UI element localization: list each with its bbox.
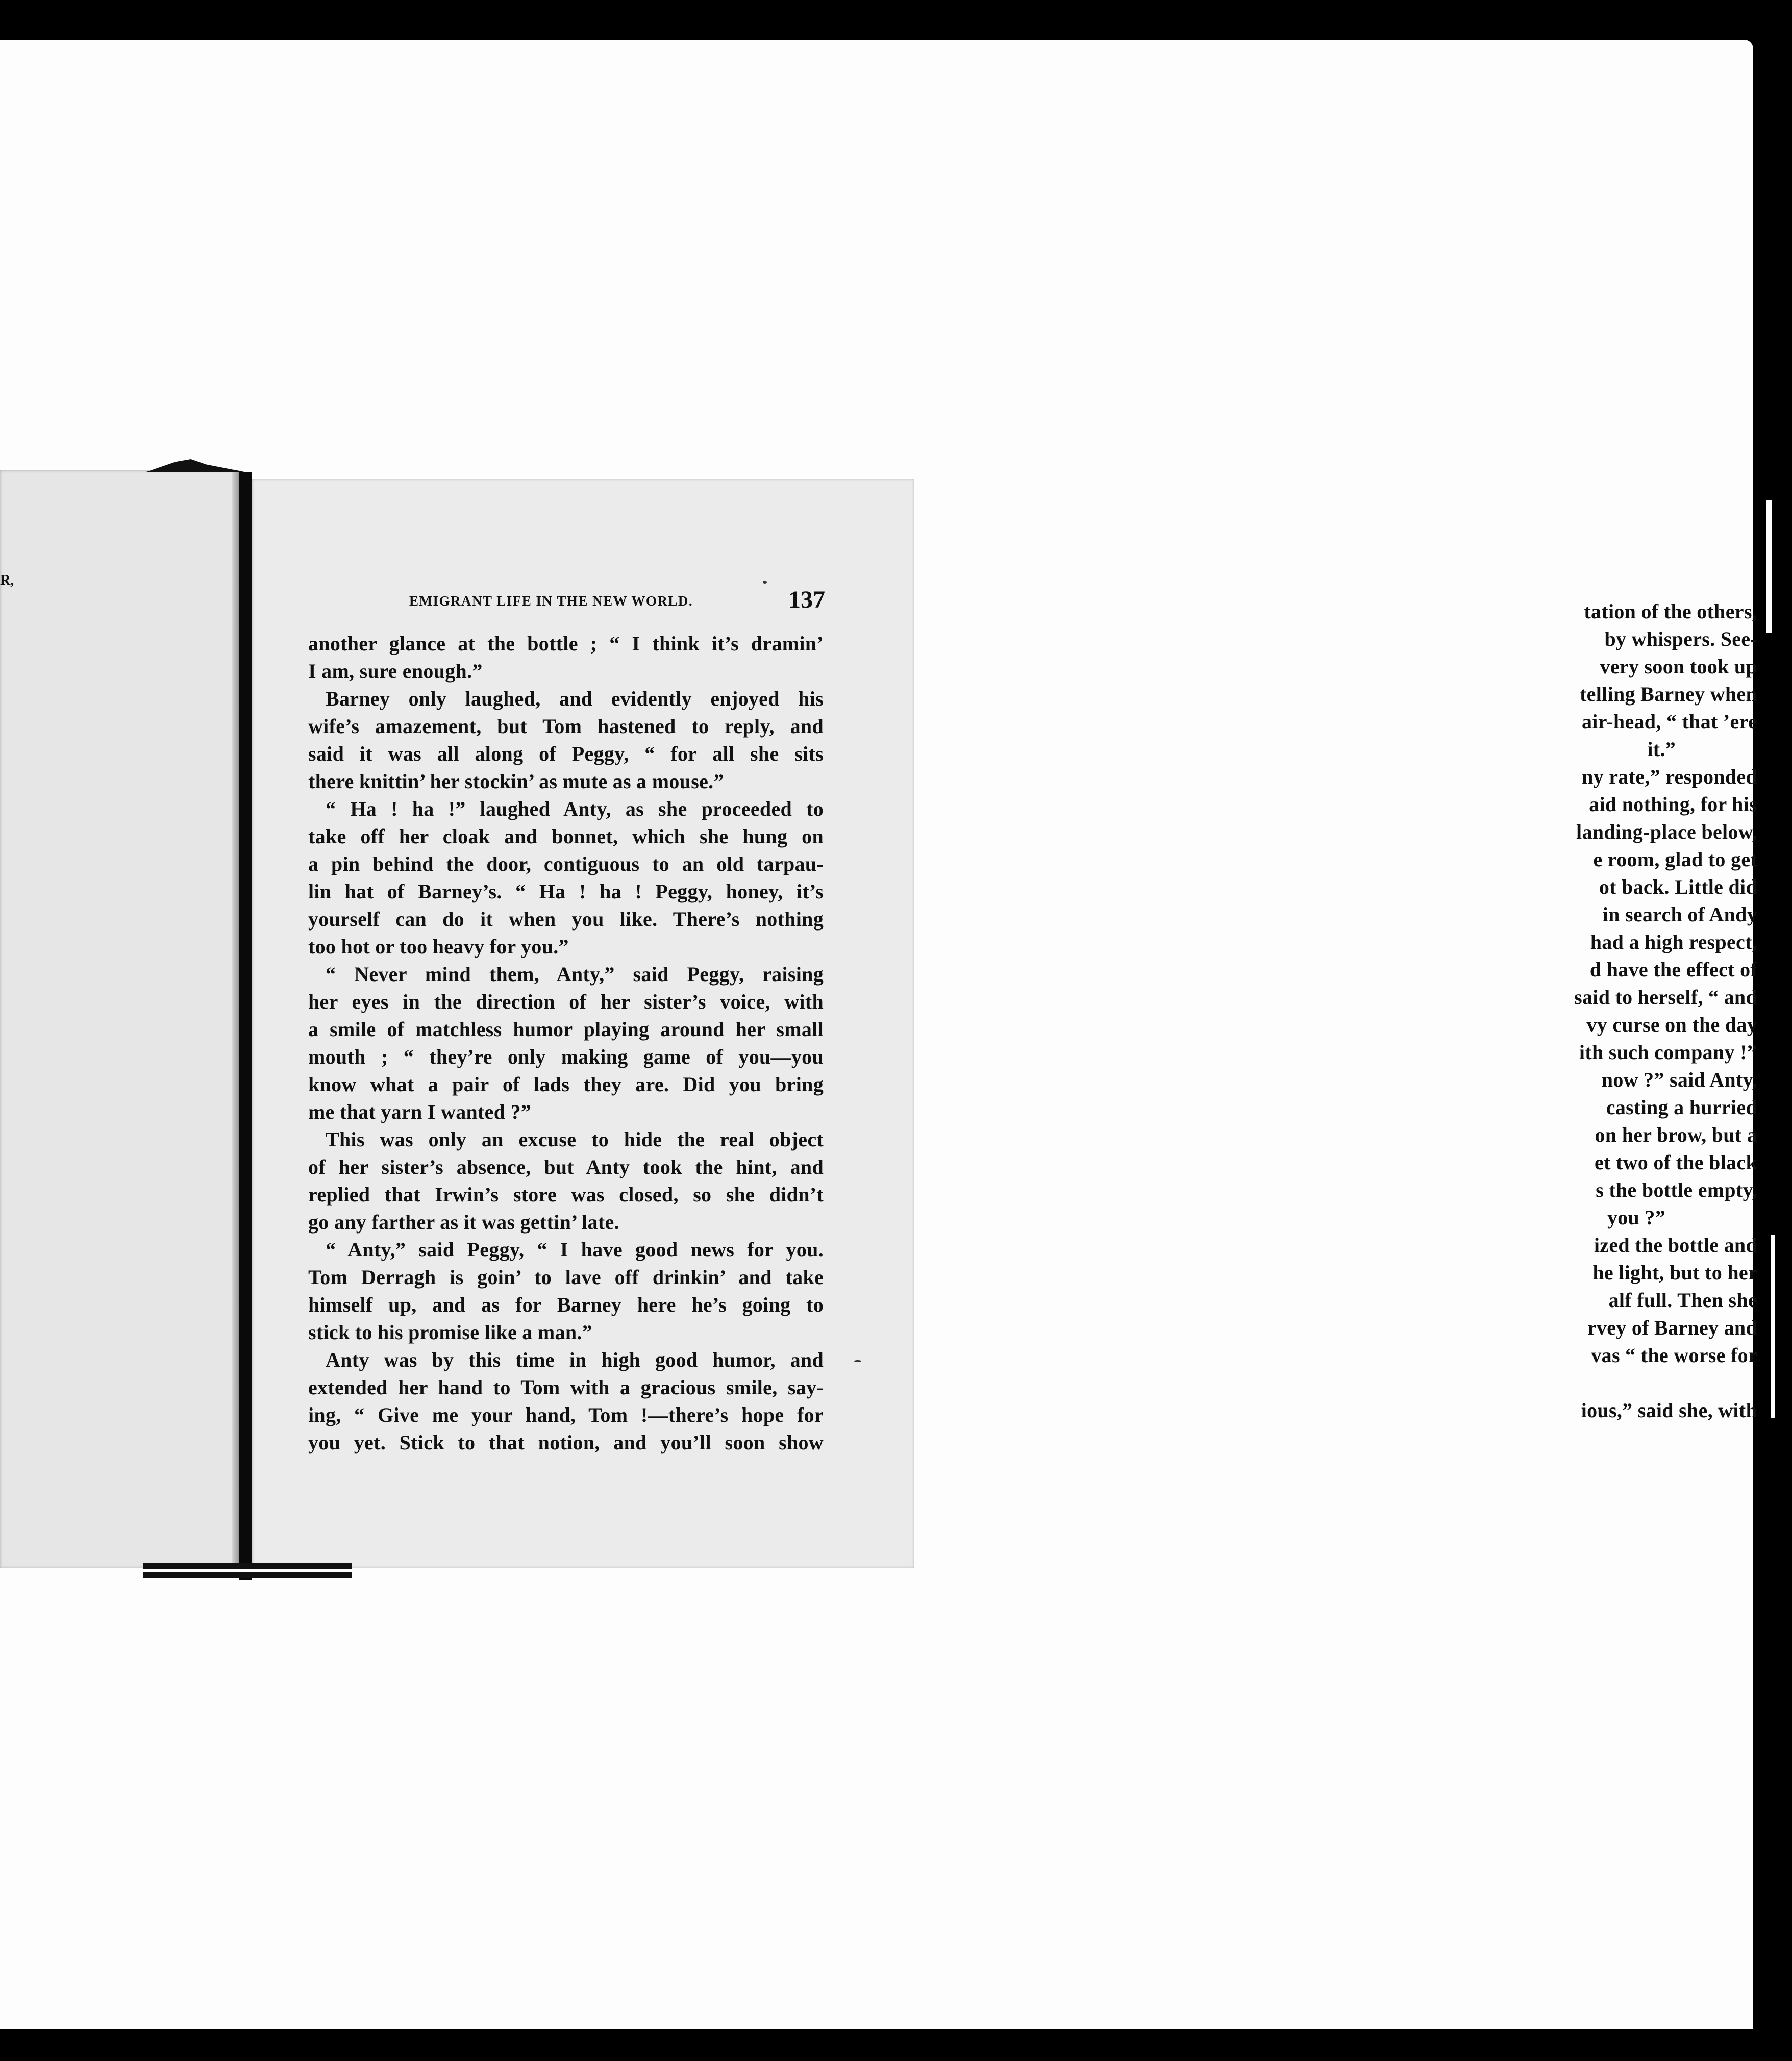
text-line: extended her hand to Tom with a gracious smile, say- <box>308 1376 824 1399</box>
text-line: Tom Derragh is goin’ to lave off drinkin’ and take <box>308 1266 824 1289</box>
text-line: mouth ; “ they’re only making game of you—you <box>308 1045 824 1068</box>
edge-scratch <box>1771 1235 1775 1418</box>
text-line: telling Barney when <box>1580 683 1757 706</box>
text-line: e room, glad to get <box>1593 848 1757 871</box>
text-line: a smile of matchless humor playing around her small <box>308 1018 824 1041</box>
text-line: ing, “ Give me your hand, Tom !—there’s hope for <box>308 1403 824 1426</box>
text-line: yourself can do it when you like. There’s nothing <box>308 908 824 931</box>
text-line: air-head, “ that ’ere <box>1582 710 1757 733</box>
text-line: et two of the black <box>1595 1151 1757 1174</box>
text-line: on her brow, but a <box>1595 1123 1757 1146</box>
dust-speck <box>854 1360 861 1362</box>
text-line: vy curse on the day <box>1586 1013 1757 1036</box>
text-line: rvey of Barney and <box>1587 1316 1757 1339</box>
text-line: casting a hurried <box>1606 1096 1757 1119</box>
text-line: go any farther as it was gettin’ late. <box>308 1211 619 1234</box>
running-head: EMIGRANT LIFE IN THE NEW WORLD. <box>409 593 693 609</box>
text-line: had a high respect, <box>1590 931 1757 953</box>
book-gutter <box>239 472 252 1580</box>
text-line: you ?” <box>1607 1206 1665 1229</box>
text-line: me that yarn I wanted ?” <box>308 1100 532 1123</box>
text-line <box>1543 1369 1757 1397</box>
text-line: This was only an excuse to hide the real object <box>326 1128 824 1151</box>
text-line: lin hat of Barney’s. “ Ha ! ha ! Peggy, honey, it’s <box>308 880 824 903</box>
text-line: it.” <box>1647 738 1676 761</box>
edge-scratch <box>1766 500 1772 633</box>
text-line: stick to his promise like a man.” <box>308 1321 592 1344</box>
left-page <box>0 470 239 1568</box>
text-line: I am, sure enough.” <box>308 660 483 683</box>
text-line: know what a pair of lads they are. Did you bring <box>308 1073 824 1096</box>
text-line: ious,” said she, with <box>1581 1399 1757 1422</box>
text-line: Anty was by this time in high good humor, and <box>326 1348 824 1371</box>
text-line: you yet. Stick to that notion, and you’ll soon show <box>308 1431 824 1454</box>
text-line: another glance at the bottle ; “ I think it’s dramin’ <box>308 632 824 655</box>
bottom-binding <box>143 1563 352 1578</box>
text-line: in search of Andy <box>1602 903 1757 926</box>
text-line: ized the bottle and <box>1594 1234 1757 1256</box>
text-line: replied that Irwin’s store was closed, so she didn’t <box>308 1183 824 1206</box>
text-line: too hot or too heavy for you.” <box>308 935 569 958</box>
text-line: of her sister’s absence, but Anty took the hint, and <box>308 1155 824 1178</box>
text-line: “ Never mind them, Anty,” said Peggy, raising <box>326 963 824 986</box>
scan-border-right <box>1753 0 1792 2061</box>
text-line: take off her cloak and bonnet, which she hung on <box>308 825 824 848</box>
text-line: very soon took up <box>1600 655 1757 678</box>
text-line: said to herself, “ and <box>1574 986 1757 1009</box>
text-line: “ Anty,” said Peggy, “ I have good news for you. <box>326 1238 824 1261</box>
text-line: wife’s amazement, but Tom hastened to reply, and <box>308 715 824 738</box>
text-line: alf full. Then she <box>1608 1289 1757 1312</box>
text-line: tation of the others, <box>1584 600 1757 623</box>
text-line: Barney only laughed, and evidently enjoyed his <box>326 687 824 710</box>
right-page-text <box>308 630 824 1456</box>
text-line: ny rate,” responded <box>1582 765 1757 788</box>
text-line: landing-place below, <box>1576 820 1757 843</box>
text-line: s the bottle empty, <box>1596 1178 1757 1201</box>
text-line: he light, but to her <box>1592 1261 1757 1284</box>
text-line: aid nothing, for his <box>1589 793 1757 816</box>
text-line: there knittin’ her stockin’ as mute as a mouse.” <box>308 770 724 793</box>
text-line: by whispers. See- <box>1604 627 1757 650</box>
text-line: vas “ the worse for <box>1591 1344 1757 1367</box>
text-line: “ Ha ! ha !” laughed Anty, as she proceeded to <box>326 797 824 820</box>
page-number: 137 <box>788 586 825 613</box>
text-line: her eyes in the direction of her sister’s voice, with <box>308 990 824 1013</box>
text-line: said it was all along of Peggy, “ for all she sits <box>308 742 824 765</box>
text-line: himself up, and as for Barney here he’s going to <box>308 1293 824 1316</box>
gutter-shadow <box>232 472 239 1574</box>
text-line: ot back. Little did <box>1599 875 1757 898</box>
text-line: now ?” said Anty, <box>1601 1068 1757 1091</box>
text-line: d have the effect of <box>1589 958 1757 981</box>
dust-speck <box>763 581 767 584</box>
left-page-text <box>1543 598 1757 1424</box>
left-running-head-fragment: R, <box>0 572 14 588</box>
text-line: ith such company !” <box>1579 1041 1757 1064</box>
text-line: a pin behind the door, contiguous to an old tarpau- <box>308 852 824 875</box>
